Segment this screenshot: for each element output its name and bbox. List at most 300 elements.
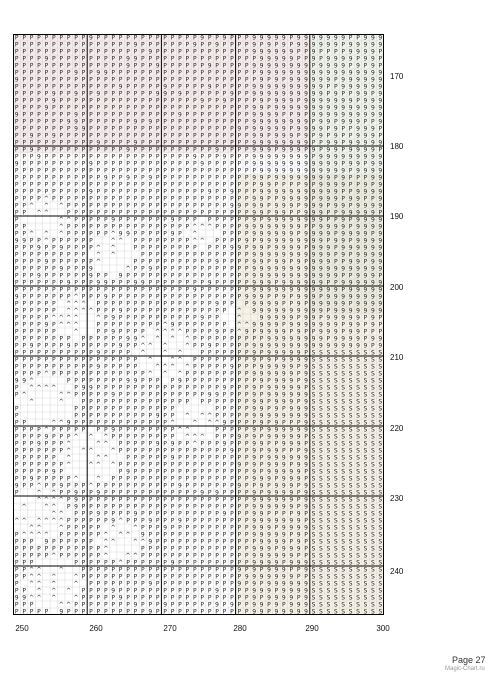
chart-symbol: P: [192, 608, 197, 615]
chart-symbol: ^: [162, 328, 168, 336]
chart-symbol: 9: [289, 139, 294, 147]
chart-symbol: P: [170, 181, 175, 189]
chart-symbol: 9: [274, 566, 279, 574]
chart-symbol: S: [326, 475, 331, 483]
chart-symbol: 9: [267, 41, 271, 49]
chart-symbol: P: [296, 314, 301, 322]
chart-symbol: P: [192, 342, 197, 350]
chart-symbol: 9: [296, 468, 301, 476]
chart-symbol: 9: [348, 83, 353, 91]
chart-symbol: P: [22, 566, 26, 574]
chart-symbol: P: [14, 573, 19, 581]
chart-symbol: P: [185, 328, 190, 336]
chart-symbol: P: [51, 104, 56, 112]
chart-symbol: P: [96, 335, 101, 343]
chart-symbol: P: [155, 489, 160, 497]
chart-symbol: P: [155, 181, 160, 189]
chart-symbol: P: [89, 216, 93, 224]
chart-symbol: P: [215, 314, 219, 322]
chart-symbol: P: [244, 370, 249, 378]
chart-symbol: 9: [304, 83, 309, 91]
chart-symbol: P: [111, 279, 115, 287]
chart-symbol: 9: [341, 62, 346, 70]
chart-symbol: P: [244, 349, 249, 357]
chart-symbol: P: [274, 195, 279, 203]
chart-symbol: P: [44, 69, 49, 77]
chart-symbol: ^: [103, 440, 109, 448]
chart-symbol: P: [103, 384, 108, 392]
chart-symbol: 9: [37, 244, 41, 252]
chart-symbol: P: [14, 181, 19, 189]
chart-symbol: P: [267, 601, 271, 609]
chart-symbol: P: [215, 293, 219, 301]
chart-symbol: 9: [304, 356, 309, 364]
chart-symbol: S: [333, 377, 338, 385]
chart-symbol: P: [155, 307, 160, 315]
chart-symbol: P: [133, 216, 138, 224]
chart-symbol: S: [326, 573, 331, 581]
chart-symbol: S: [363, 370, 368, 378]
chart-symbol: 9: [281, 580, 286, 588]
chart-symbol: 9: [133, 55, 138, 63]
chart-symbol: P: [133, 132, 138, 140]
chart-symbol: P: [37, 132, 41, 140]
chart-symbol: P: [66, 531, 71, 539]
chart-symbol: 9: [274, 314, 279, 322]
chart-symbol: S: [356, 503, 360, 511]
chart-symbol: S: [370, 363, 375, 371]
chart-symbol: P: [185, 272, 190, 280]
chart-symbol: P: [222, 566, 227, 574]
chart-symbol: S: [341, 440, 346, 448]
chart-symbol: 9: [118, 594, 123, 602]
chart-symbol: P: [133, 356, 138, 364]
chart-symbol: P: [74, 83, 78, 91]
row-label: 230: [390, 494, 404, 503]
chart-symbol: P: [215, 195, 219, 203]
chart-symbol: 9: [289, 83, 294, 91]
chart-symbol: 9: [37, 153, 41, 161]
chart-symbol: P: [222, 251, 227, 259]
chart-symbol: P: [51, 167, 56, 175]
chart-symbol: 9: [333, 265, 338, 273]
chart-symbol: 9: [289, 216, 294, 224]
chart-symbol: P: [22, 328, 26, 336]
chart-symbol: P: [311, 195, 316, 203]
chart-symbol: P: [163, 580, 167, 588]
chart-symbol: P: [126, 76, 130, 84]
chart-symbol: S: [370, 496, 375, 504]
chart-symbol: P: [200, 139, 205, 147]
chart-symbol: 9: [192, 286, 197, 294]
chart-symbol: P: [111, 489, 115, 497]
chart-symbol: P: [29, 160, 34, 168]
chart-symbol: 9: [304, 503, 309, 511]
chart-symbol: P: [89, 517, 93, 525]
chart-symbol: P: [170, 517, 175, 525]
chart-symbol: P: [237, 552, 242, 560]
chart-symbol: S: [311, 510, 316, 518]
chart-symbol: P: [111, 48, 115, 56]
chart-symbol: 9: [259, 230, 264, 238]
chart-symbol: P: [148, 468, 153, 476]
chart-symbol: 9: [289, 118, 294, 126]
chart-symbol: S: [378, 475, 383, 483]
chart-symbol: P: [51, 139, 56, 147]
chart-symbol: P: [37, 125, 41, 133]
chart-symbol: 9: [281, 34, 286, 42]
chart-symbol: P: [200, 482, 205, 490]
chart-symbol: P: [22, 314, 26, 322]
chart-symbol: P: [274, 279, 279, 287]
chart-symbol: S: [311, 496, 316, 504]
chart-symbol: P: [81, 48, 86, 56]
chart-symbol: 9: [274, 118, 279, 126]
chart-symbol: P: [111, 433, 115, 441]
chart-symbol: S: [333, 580, 338, 588]
chart-symbol: 9: [370, 321, 375, 329]
chart-symbol: P: [215, 461, 219, 469]
chart-symbol: S: [311, 552, 316, 560]
chart-symbol: P: [118, 573, 123, 581]
chart-symbol: P: [222, 146, 227, 154]
chart-symbol: P: [215, 545, 219, 553]
chart-symbol: P: [14, 230, 19, 238]
chart-symbol: P: [126, 90, 130, 98]
chart-symbol: P: [296, 230, 301, 238]
chart-symbol: 9: [311, 300, 316, 308]
chart-symbol: P: [304, 573, 308, 581]
chart-symbol: 9: [289, 524, 294, 532]
chart-symbol: P: [207, 90, 212, 98]
chart-symbol: P: [207, 552, 212, 560]
chart-symbol: P: [230, 489, 234, 497]
chart-symbol: 9: [281, 174, 286, 182]
chart-symbol: P: [237, 531, 242, 539]
chart-symbol: P: [178, 209, 182, 217]
chart-symbol: 9: [289, 97, 294, 105]
chart-symbol: P: [155, 391, 160, 399]
chart-symbol: 9: [326, 195, 331, 203]
chart-symbol: P: [89, 503, 93, 511]
chart-symbol: P: [133, 174, 138, 182]
chart-symbol: 9: [259, 209, 264, 217]
chart-symbol: P: [356, 174, 360, 182]
chart-symbol: P: [141, 216, 145, 224]
chart-symbol: S: [363, 384, 368, 392]
chart-symbol: P: [170, 447, 175, 455]
chart-symbol: P: [230, 482, 234, 490]
chart-symbol: 9: [267, 559, 271, 567]
chart-symbol: P: [14, 601, 19, 609]
chart-symbol: S: [311, 566, 316, 574]
chart-symbol: P: [319, 48, 323, 56]
chart-symbol: ^: [36, 517, 42, 525]
chart-symbol: P: [111, 160, 115, 168]
chart-symbol: S: [356, 538, 360, 546]
chart-symbol: P: [74, 62, 78, 70]
column-label: 270: [163, 624, 177, 633]
chart-symbol: P: [215, 335, 219, 343]
chart-symbol: P: [237, 356, 242, 364]
chart-symbol: P: [185, 258, 190, 266]
chart-symbol: S: [341, 349, 346, 357]
chart-symbol: 9: [96, 489, 101, 497]
chart-symbol: P: [378, 132, 383, 140]
chart-symbol: P: [163, 188, 167, 196]
chart-symbol: P: [126, 566, 130, 574]
chart-symbol: P: [289, 125, 294, 133]
chart-symbol: 9: [274, 447, 279, 455]
chart-symbol: P: [148, 391, 153, 399]
chart-symbol: P: [155, 601, 160, 609]
chart-symbol: 9: [326, 321, 331, 329]
chart-symbol: 9: [126, 62, 130, 70]
chart-symbol: ^: [73, 307, 79, 315]
chart-symbol: P: [59, 132, 64, 140]
chart-symbol: 9: [14, 482, 19, 490]
chart-symbol: P: [311, 181, 316, 189]
chart-symbol: P: [304, 55, 308, 63]
chart-symbol: 9: [96, 69, 101, 77]
chart-symbol: P: [237, 440, 242, 448]
chart-symbol: S: [356, 531, 360, 539]
chart-symbol: P: [244, 279, 249, 287]
chart-symbol: S: [370, 517, 375, 525]
chart-symbol: P: [155, 559, 160, 567]
chart-symbol: P: [14, 104, 19, 112]
chart-symbol: P: [29, 237, 34, 245]
chart-symbol: 9: [178, 90, 182, 98]
chart-symbol: P: [155, 293, 160, 301]
chart-symbol: P: [96, 293, 101, 301]
chart-symbol: 9: [252, 356, 257, 364]
chart-symbol: P: [118, 118, 123, 126]
chart-symbol: 9: [296, 146, 301, 154]
chart-symbol: P: [96, 174, 101, 182]
chart-symbol: P: [200, 552, 205, 560]
chart-symbol: 9: [296, 83, 301, 91]
chart-symbol: 9: [304, 188, 309, 196]
chart-symbol: S: [378, 608, 383, 615]
chart-symbol: P: [274, 545, 279, 553]
chart-symbol: P: [155, 384, 160, 392]
chart-symbol: P: [22, 62, 26, 70]
chart-symbol: ^: [110, 524, 116, 532]
chart-symbol: P: [230, 328, 234, 336]
chart-symbol: P: [230, 34, 234, 42]
chart-symbol: 9: [304, 251, 309, 259]
chart-symbol: P: [133, 272, 138, 280]
chart-symbol: S: [319, 433, 323, 441]
chart-symbol: P: [89, 97, 93, 105]
chart-symbol: 9: [370, 209, 375, 217]
chart-symbol: P: [81, 601, 86, 609]
chart-symbol: S: [370, 601, 375, 609]
chart-symbol: S: [370, 454, 375, 462]
chart-symbol: P: [141, 41, 145, 49]
chart-symbol: P: [282, 447, 286, 455]
chart-symbol: P: [230, 608, 234, 615]
chart-symbol: P: [207, 468, 212, 476]
chart-symbol: P: [170, 524, 175, 532]
chart-symbol: P: [14, 202, 19, 210]
chart-symbol: 9: [259, 167, 264, 175]
chart-symbol: P: [141, 111, 145, 119]
chart-symbol: 9: [289, 174, 294, 182]
chart-symbol: P: [170, 223, 175, 231]
chart-symbol: ^: [36, 573, 42, 581]
chart-symbol: P: [141, 223, 145, 231]
chart-symbol: P: [118, 286, 123, 294]
chart-symbol: P: [200, 195, 205, 203]
chart-symbol: P: [59, 181, 64, 189]
chart-symbol: P: [163, 307, 167, 315]
chart-symbol: P: [222, 517, 227, 525]
chart-symbol: 9: [296, 279, 301, 287]
chart-symbol: P: [148, 216, 153, 224]
chart-symbol: P: [200, 188, 205, 196]
chart-symbol: P: [200, 90, 205, 98]
chart-symbol: S: [333, 405, 338, 413]
chart-symbol: P: [222, 237, 227, 245]
chart-symbol: ^: [140, 342, 146, 350]
chart-symbol: 9: [281, 83, 286, 91]
chart-symbol: 9: [29, 342, 34, 350]
chart-symbol: P: [29, 482, 34, 490]
chart-symbol: P: [96, 503, 101, 511]
chart-symbol: P: [59, 97, 64, 105]
chart-symbol: ^: [125, 552, 131, 560]
chart-symbol: P: [215, 69, 219, 77]
chart-symbol: P: [230, 279, 234, 287]
chart-symbol: 9: [74, 125, 78, 133]
chart-symbol: S: [311, 440, 316, 448]
chart-symbol: P: [185, 139, 190, 147]
chart-symbol: P: [178, 300, 182, 308]
chart-symbol: P: [103, 573, 108, 581]
chart-symbol: ^: [110, 461, 116, 469]
chart-symbol: 9: [304, 125, 309, 133]
chart-symbol: P: [200, 349, 205, 357]
chart-symbol: 9: [51, 97, 56, 105]
chart-symbol: 9: [96, 90, 101, 98]
chart-symbol: 9: [333, 97, 338, 105]
chart-symbol: P: [282, 111, 286, 119]
chart-symbol: P: [207, 531, 212, 539]
chart-symbol: 9: [281, 230, 286, 238]
chart-symbol: P: [267, 76, 271, 84]
chart-symbol: P: [22, 356, 26, 364]
chart-symbol: 9: [341, 335, 346, 343]
chart-symbol: 9: [274, 412, 279, 420]
chart-symbol: 9: [244, 328, 249, 336]
chart-symbol: S: [341, 601, 346, 609]
chart-symbol: P: [22, 468, 26, 476]
chart-symbol: ^: [21, 503, 27, 511]
chart-symbol: P: [141, 412, 145, 420]
chart-symbol: P: [155, 454, 160, 462]
chart-symbol: P: [81, 293, 86, 301]
chart-symbol: P: [185, 146, 190, 154]
chart-symbol: S: [319, 538, 323, 546]
chart-symbol: P: [22, 433, 26, 441]
chart-symbol: ^: [66, 587, 72, 595]
chart-symbol: 9: [356, 251, 360, 259]
chart-symbol: 9: [289, 349, 294, 357]
chart-symbol: P: [44, 181, 49, 189]
chart-symbol: P: [192, 62, 197, 70]
chart-symbol: P: [185, 447, 190, 455]
chart-symbol: S: [370, 475, 375, 483]
chart-symbol: P: [59, 41, 64, 49]
chart-symbol: S: [341, 482, 346, 490]
chart-symbol: P: [96, 181, 101, 189]
chart-symbol: ^: [58, 223, 64, 231]
chart-symbol: P: [37, 258, 41, 266]
chart-symbol: 9: [348, 265, 353, 273]
chart-symbol: P: [215, 97, 219, 105]
chart-symbol: 9: [289, 594, 294, 602]
chart-symbol: P: [237, 426, 242, 434]
chart-symbol: P: [111, 496, 115, 504]
chart-symbol: P: [192, 167, 197, 175]
chart-symbol: S: [348, 573, 353, 581]
chart-symbol: ^: [36, 580, 42, 588]
chart-symbol: P: [111, 307, 115, 315]
chart-symbol: ^: [43, 202, 49, 210]
chart-symbol: P: [348, 272, 353, 280]
chart-symbol: P: [170, 167, 175, 175]
chart-symbol: P: [118, 356, 123, 364]
chart-symbol: P: [170, 48, 175, 56]
chart-symbol: P: [126, 587, 130, 595]
chart-symbol: S: [356, 419, 360, 427]
chart-symbol: P: [22, 125, 26, 133]
chart-symbol: P: [274, 475, 279, 483]
chart-symbol: S: [319, 510, 323, 518]
chart-symbol: 9: [296, 412, 301, 420]
chart-symbol: S: [348, 496, 353, 504]
chart-symbol: P: [155, 608, 160, 615]
chart-symbol: S: [326, 426, 331, 434]
chart-symbol: P: [29, 356, 34, 364]
chart-symbol: P: [96, 223, 101, 231]
chart-symbol: P: [170, 41, 175, 49]
chart-symbol: 9: [274, 517, 279, 525]
chart-symbol: P: [222, 608, 227, 615]
chart-symbol: P: [155, 132, 160, 140]
chart-symbol: P: [207, 139, 212, 147]
chart-symbol: P: [29, 41, 34, 49]
chart-symbol: P: [103, 314, 108, 322]
chart-symbol: P: [200, 454, 205, 462]
chart-symbol: 9: [281, 440, 286, 448]
chart-symbol: P: [141, 594, 145, 602]
chart-symbol: 9: [296, 300, 301, 308]
chart-symbol: S: [378, 461, 383, 469]
chart-symbol: ^: [58, 566, 64, 574]
chart-symbol: P: [148, 104, 153, 112]
chart-symbol: 9: [237, 125, 242, 133]
chart-symbol: 9: [259, 174, 264, 182]
chart-symbol: P: [155, 321, 160, 329]
chart-symbol: 9: [296, 125, 301, 133]
chart-symbol: P: [96, 524, 101, 532]
chart-symbol: P: [148, 524, 153, 532]
chart-symbol: P: [222, 223, 227, 231]
chart-symbol: P: [96, 601, 101, 609]
